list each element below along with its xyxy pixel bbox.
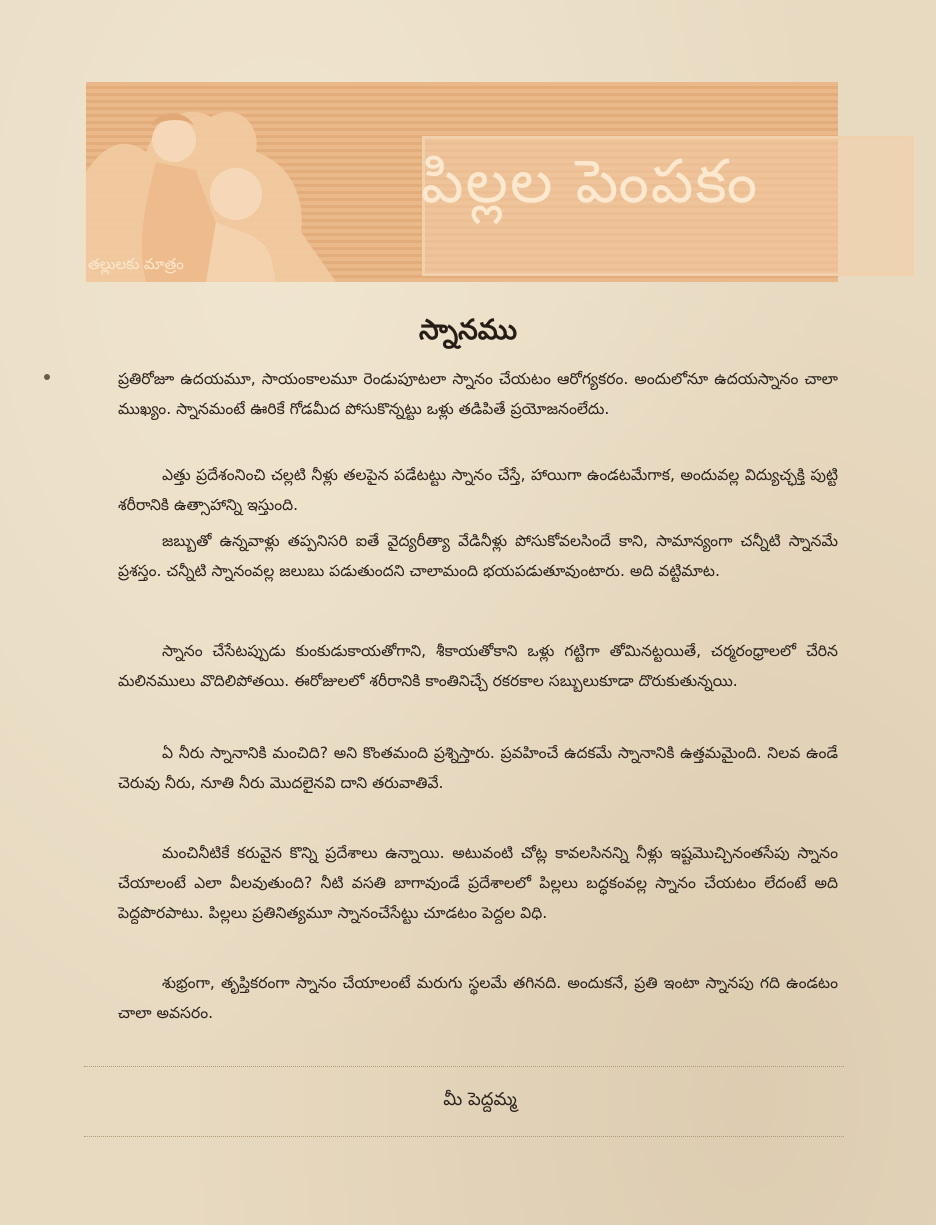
paragraph-text: ఎత్తు ప్రదేశంనించి చల్లటి నీళ్లు తలపైన పడేటట్టు స్నానం చేస్తే, హాయిగా ఉండటమేగాక, అందువల్ల విద్యుచ్ఛక్తి పుట్టి శరీరానికి ఉత్సాహాన్ని ఇస్తుంది. bbox=[118, 466, 838, 514]
signature: మీ పెద్దమ్మ bbox=[443, 1089, 517, 1110]
paragraph-5 bbox=[118, 738, 838, 798]
paragraph-1 bbox=[118, 364, 838, 424]
article-heading: స్నానము bbox=[418, 313, 518, 346]
paragraph-text: స్నానం చేసేటప్పుడు కుంకుడుకాయతోగాని, శీకాయతోకాని ఒళ్లు గట్టిగా తోమినట్టయితే, చర్మరంధ్రాలలో చేరిన మలినములు వొదిలిపోతయి. ఈరోజులలో శరీరానికి కాంతినిచ్చే రకరకాల సబ్బులుకూడా దొరుకుతున్నయి. bbox=[118, 642, 838, 690]
margin-dot bbox=[44, 374, 50, 380]
paragraph-4 bbox=[118, 636, 838, 696]
paragraph-7 bbox=[118, 968, 838, 1028]
paragraph-3 bbox=[118, 526, 838, 586]
paragraph-2 bbox=[118, 460, 838, 520]
paragraph-text: ప్రతిరోజూ ఉదయమూ, సాయంకాలమూ రెండుపూటలా స్నానం చేయటం ఆరోగ్యకరం. అందులోనూ ఉదయస్నానం చాలా ముఖ్యం. స్నానమంటే ఊరికే గోడమీద పోసుకొన్నట్టు ఒళ్లు తడిపితే ప్రయోజనంలేదు. bbox=[118, 370, 838, 418]
divider-top bbox=[84, 1066, 844, 1067]
paragraph-6 bbox=[118, 838, 838, 928]
paragraph-text: ఏ నీరు స్నానానికి మంచిది? అని కొంతమంది ప్రశ్నిస్తారు. ప్రవహించే ఉదకమే స్నానానికి ఉత్తమమైంది. నిలవ ఉండే చెరువు నీరు, నూతి నీరు మొదలైనవి దాని తరువాతివే. bbox=[118, 744, 838, 792]
banner-caption: తల్లులకు మాత్రం bbox=[88, 255, 184, 273]
paragraph-text: శుభ్రంగా, తృప్తికరంగా స్నానం చేయాలంటే మరుగు స్థలమే తగినది. అందుకనే, ప్రతి ఇంటా స్నానపు గది ఉండటం చాలా అవసరం. bbox=[118, 974, 838, 1022]
banner-title: పిల్లల పెంపకం bbox=[420, 147, 760, 217]
paragraph-text: జబ్బుతో ఉన్నవాళ్లు తప్పనిసరి ఐతే వైద్యరీత్యా వేడినీళ్లు పోసుకోవలసిందే కాని, సామాన్యంగా చన్నీటి స్నానమే ప్రశస్తం. చన్నీటి స్నానంవల్ల జలుబు పడుతుందని చాలామంది భయపడుతూవుంటారు. అది వట్టిమాట. bbox=[118, 532, 838, 580]
paragraph-text: మంచినీటికే కరువైన కొన్ని ప్రదేశాలు ఉన్నాయి. అటువంటి చోట్ల కావలసినన్ని నీళ్లు ఇష్టమొచ్చినంతసేపు స్నానం చేయాలంటే ఎలా వీలవుతుంది? నీటి వసతి బాగావుండే ప్రదేశాలలో పిల్లలు బద్ధకంవల్ల స్నానం చేయటం లేదంటే అది పెద్దపొరపాటు. పిల్లలు ప్రతినిత్యమూ స్నానంచేసేట్టు చూడటం పెద్దల విధి. bbox=[118, 844, 838, 922]
divider-bottom bbox=[84, 1136, 844, 1137]
